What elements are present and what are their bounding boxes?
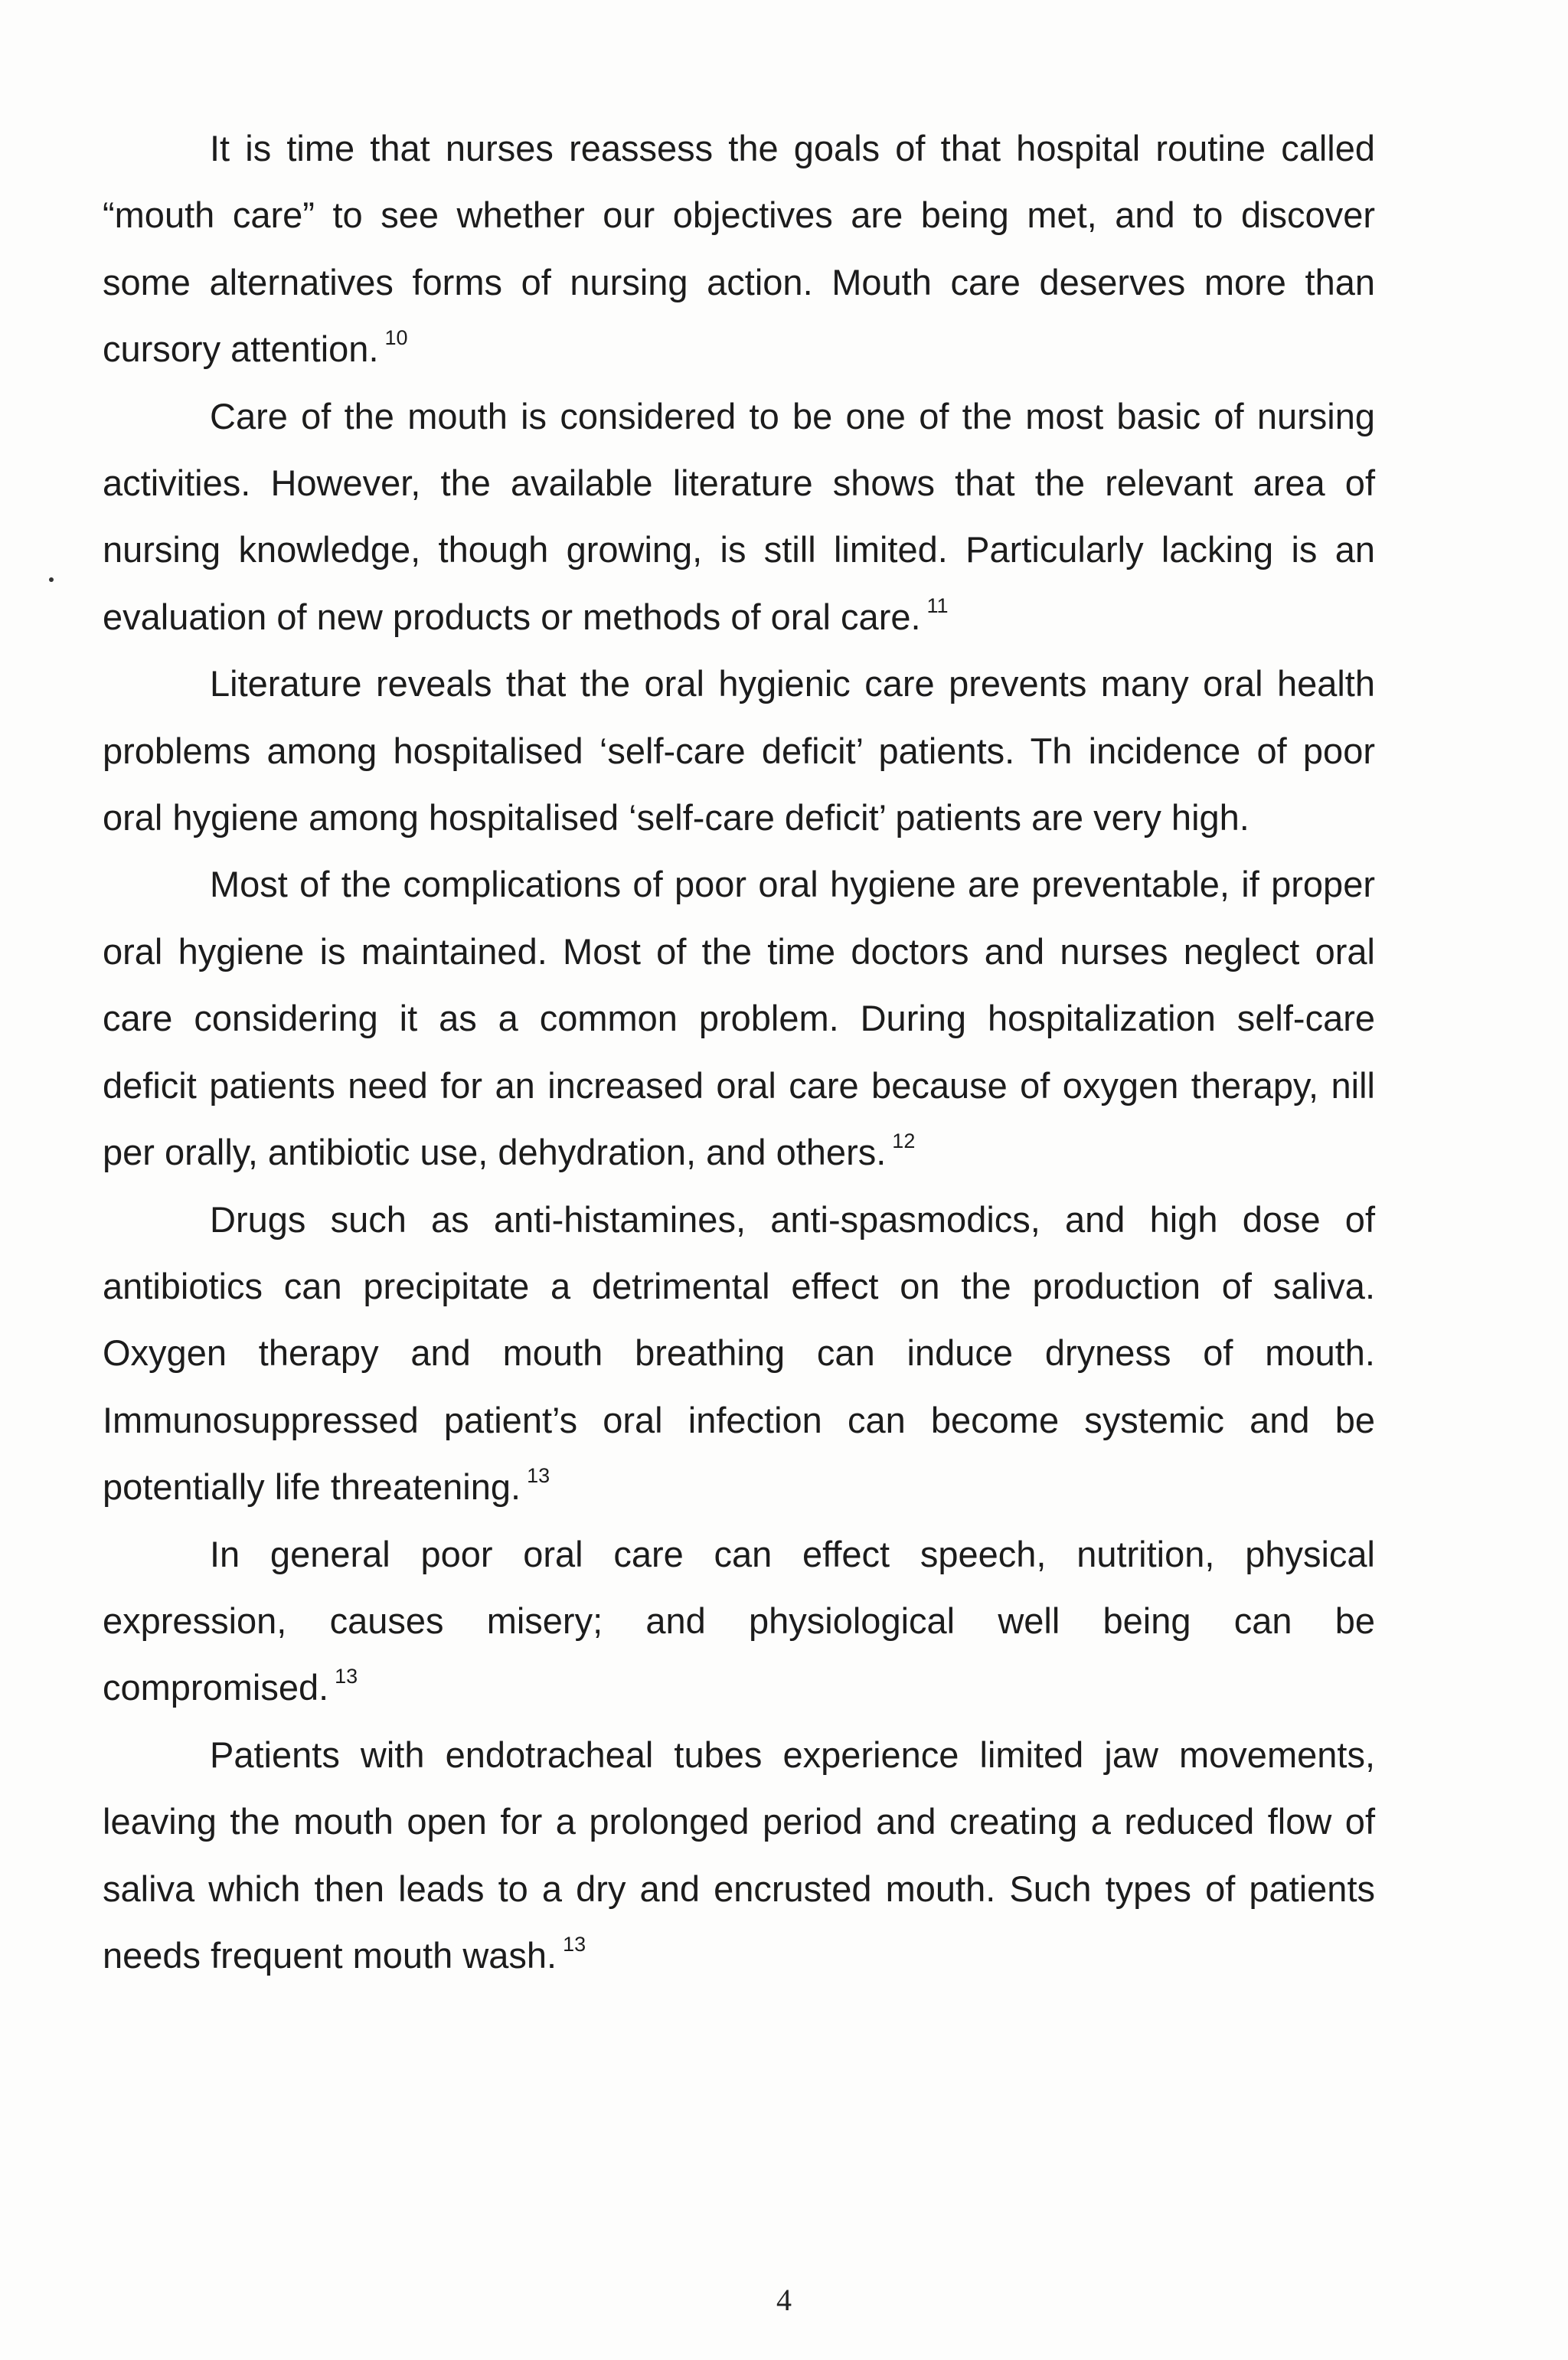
citation-ref: 12 [892,1129,916,1153]
paragraph-text: Literature reveals that the oral hygienic care prevents many oral health problems among hospitalised ‘self-care deficit’ patients. Th incidence of poor oral hygiene among hospitalised ‘self-care deficit’ patients are very high. [103,663,1375,838]
paragraph-1 [103,115,1375,383]
paragraph-text: Care of the mouth is considered to be one of the most basic of nursing activities. However, the available literature shows that the relevant area of nursing knowledge, though growing, is still limited. Particularly lacking is an evaluation of new products or methods of oral care. [103,395,1375,637]
page-number: 4 [776,2283,792,2317]
paragraph-6 [103,1521,1375,1721]
citation-ref: 11 [926,593,949,617]
paragraph-text: Drugs such as anti-histamines, anti-spasmodics, and high dose of antibiotics can precipitate a detrimental effect on the production of saliva. Oxygen therapy and mouth breathing can induce dryness of mouth. Immunosuppressed patient’s oral infection can become systemic and be potentially life threatening. [103,1198,1375,1508]
paragraph-text: Most of the complications of poor oral hygiene are preventable, if proper oral hygiene is maintained. Most of the time doctors and nurses neglect oral care considering it as a common problem. During hospitalization self-care deficit patients need for an increased oral care because of oxygen therapy, nill per orally, antibiotic use, dehydration, and others. [103,864,1375,1173]
citation-ref: 13 [527,1464,550,1488]
paragraph-4 [103,851,1375,1185]
paragraph-3 [103,650,1375,851]
paragraph-text: It is time that nurses reassess the goals of that hospital routine called “mouth care” to see whether our objectives are being met, and to discover some alternatives forms of nursing action. Mouth care deserves more than cursory attention. [103,128,1375,370]
paragraph-text: Patients with endotracheal tubes experience limited jaw movements, leaving the mouth open for a prolonged period and creating a reduced flow of saliva which then leads to a dry and encrusted mouth. Such types of patients needs frequent mouth wash. [103,1734,1375,1976]
paragraph-7 [103,1721,1375,1989]
paragraph-text: In general poor oral care can effect speech, nutrition, physical expression, causes misery; and physiological well being can be compromised. [103,1533,1375,1708]
scan-speck [49,577,54,582]
paragraph-2 [103,383,1375,651]
citation-ref: 13 [335,1665,358,1688]
citation-ref: 13 [563,1932,586,1956]
body-text [103,115,1375,1989]
citation-ref: 10 [384,326,408,350]
paragraph-5 [103,1186,1375,1521]
